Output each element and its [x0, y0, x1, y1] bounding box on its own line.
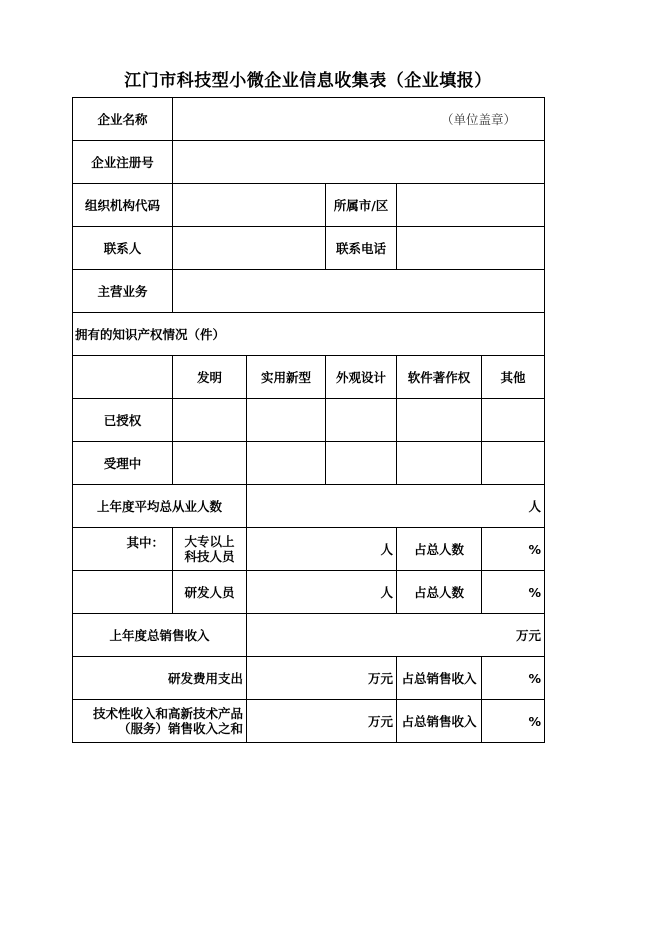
tech-staff-label	[173, 528, 247, 571]
tech-staff-line1: 大专以上	[184, 534, 235, 549]
rd-expense-unit: 万元	[367, 671, 393, 686]
row-ip-pending	[73, 442, 545, 485]
form-title: 江门市科技型小微企业信息收集表（企业填报）	[124, 71, 492, 91]
tech-staff-line2: 科技人员	[184, 549, 235, 564]
row-registration	[73, 141, 545, 184]
revenue-label: 上年度总销售收入	[73, 614, 247, 657]
granted-utility-field[interactable]	[247, 399, 326, 442]
pending-invention-field[interactable]	[173, 442, 247, 485]
rd-expense-pct: %	[528, 670, 542, 686]
revenue-unit: 万元	[516, 628, 542, 643]
tech-income-ratio-field[interactable]	[482, 700, 545, 743]
row-company-name	[73, 98, 545, 141]
main-business-label: 主营业务	[73, 270, 173, 313]
tech-staff-ratio-field[interactable]	[482, 528, 545, 571]
district-field[interactable]	[397, 184, 545, 227]
rd-expense-field[interactable]	[247, 657, 397, 700]
rd-expense-ratio-field[interactable]	[482, 657, 545, 700]
ip-corner-cell	[73, 356, 173, 399]
tech-staff-ratio-label: 占总人数	[397, 528, 482, 571]
tech-income-pct: %	[528, 713, 542, 729]
district-label: 所属市/区	[326, 184, 397, 227]
row-contact	[73, 227, 545, 270]
employees-label: 上年度平均总从业人数	[73, 485, 247, 528]
employees-unit: 人	[528, 499, 542, 514]
row-main-business	[73, 270, 545, 313]
org-code-field[interactable]	[173, 184, 326, 227]
row-tech-income	[73, 700, 545, 743]
revenue-field[interactable]	[247, 614, 545, 657]
rd-staff-ratio-label: 占总人数	[397, 571, 482, 614]
ip-col-design: 外观设计	[326, 356, 397, 399]
company-name-label: 企业名称	[73, 98, 173, 141]
rd-staff-pct: %	[528, 584, 542, 600]
contact-label: 联系人	[73, 227, 173, 270]
info-collection-form	[72, 97, 545, 743]
main-business-field[interactable]	[173, 270, 545, 313]
among-text: 其中：	[126, 534, 164, 550]
rd-staff-label: 研发人员	[173, 571, 247, 614]
rd-expense-label: 研发费用支出	[73, 657, 247, 700]
granted-invention-field[interactable]	[173, 399, 247, 442]
granted-other-field[interactable]	[482, 399, 545, 442]
pending-software-field[interactable]	[397, 442, 482, 485]
row-ip-granted	[73, 399, 545, 442]
pending-design-field[interactable]	[326, 442, 397, 485]
granted-software-field[interactable]	[397, 399, 482, 442]
ip-col-invention: 发明	[173, 356, 247, 399]
row-rd-staff	[73, 571, 545, 614]
row-tech-staff	[73, 528, 545, 571]
phone-field[interactable]	[397, 227, 545, 270]
rd-staff-ratio-field[interactable]	[482, 571, 545, 614]
row-rd-expense	[73, 657, 545, 700]
tech-income-unit: 万元	[367, 714, 393, 729]
ip-granted-label: 已授权	[73, 399, 173, 442]
tech-income-label	[73, 700, 247, 743]
ip-pending-label: 受理中	[73, 442, 173, 485]
tech-staff-field[interactable]	[247, 528, 397, 571]
stamp-note: （单位盖章）	[441, 112, 517, 127]
ip-col-other: 其他	[482, 356, 545, 399]
row-org-code	[73, 184, 545, 227]
org-code-label: 组织机构代码	[73, 184, 173, 227]
ip-col-utility-model: 实用新型	[247, 356, 326, 399]
tech-income-ratio-label: 占总销售收入	[397, 700, 482, 743]
rd-staff-blank	[73, 571, 173, 614]
granted-design-field[interactable]	[326, 399, 397, 442]
employees-field[interactable]	[247, 485, 545, 528]
registration-no-label: 企业注册号	[73, 141, 173, 184]
tech-staff-unit: 人	[380, 542, 393, 557]
pending-other-field[interactable]	[482, 442, 545, 485]
pending-utility-field[interactable]	[247, 442, 326, 485]
among-label	[73, 528, 173, 571]
ip-section-header: 拥有的知识产权情况（件）	[73, 313, 545, 356]
rd-staff-field[interactable]	[247, 571, 397, 614]
row-employees	[73, 485, 545, 528]
row-revenue	[73, 614, 545, 657]
tech-income-field[interactable]	[247, 700, 397, 743]
phone-label: 联系电话	[326, 227, 397, 270]
ip-col-software: 软件著作权	[397, 356, 482, 399]
rd-expense-ratio-label: 占总销售收入	[397, 657, 482, 700]
company-name-field[interactable]	[173, 98, 545, 141]
tech-income-line2: （服务）销售收入之和	[117, 721, 243, 736]
registration-no-field[interactable]	[173, 141, 545, 184]
tech-staff-pct: %	[528, 541, 542, 557]
row-ip-columns	[73, 356, 545, 399]
rd-staff-unit: 人	[380, 585, 393, 600]
contact-field[interactable]	[173, 227, 326, 270]
row-ip-header	[73, 313, 545, 356]
tech-income-line1: 技术性收入和高新技术产品	[92, 706, 243, 721]
